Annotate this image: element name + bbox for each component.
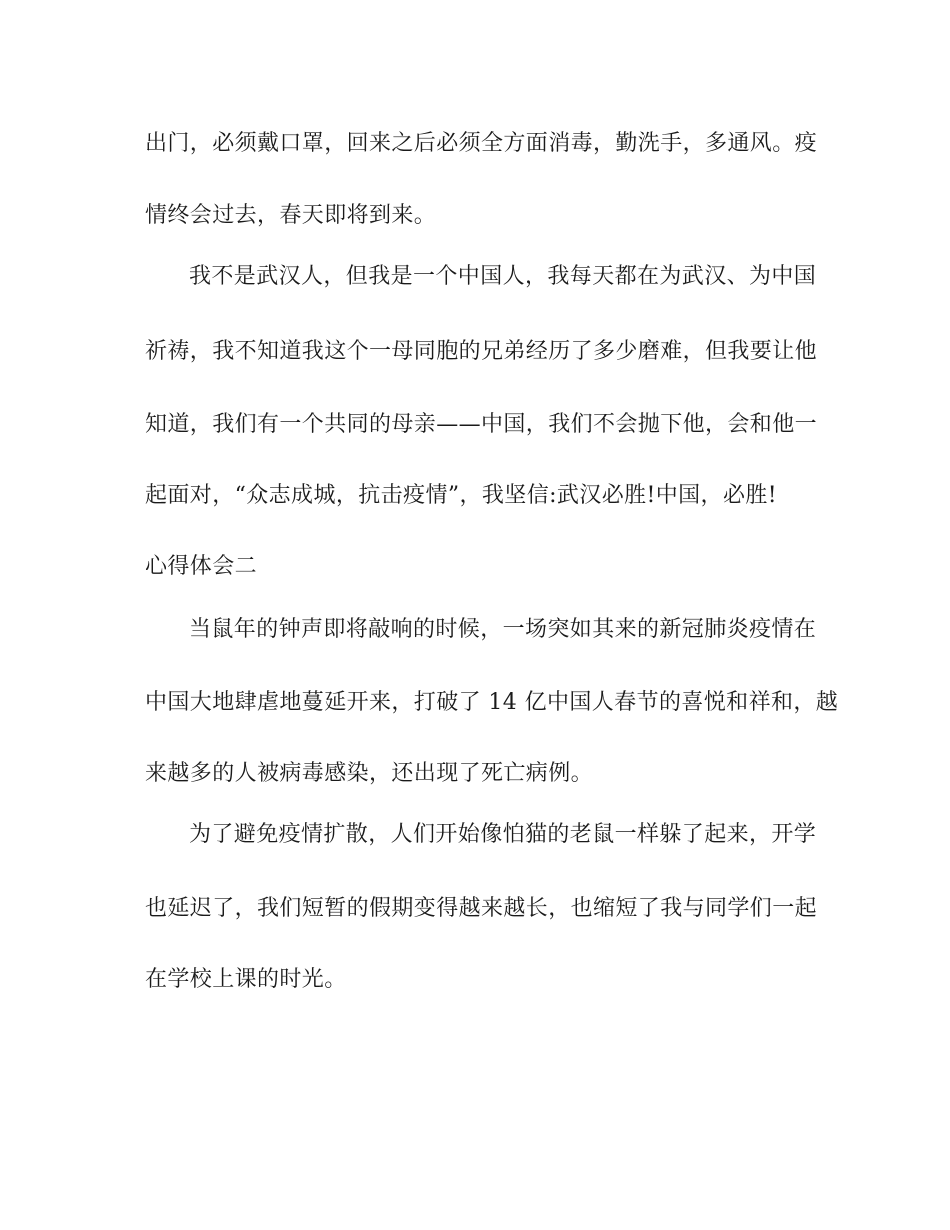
paragraph-4-line-2: 也延迟了，我们短暂的假期变得越来越长，也缩短了我与同学们一起	[145, 896, 818, 921]
section-heading: 心得体会二	[145, 554, 258, 579]
paragraph-3-line-2: 中国大地肆虐地蔓延开来，打破了 14 亿中国人春节的喜悦和祥和，越	[145, 690, 839, 715]
paragraph-4-line-1: 为了避免疫情扩散，人们开始像怕猫的老鼠一样躲了起来，开学	[189, 822, 817, 847]
paragraph-1-line-1: 出门，必须戴口罩，回来之后必须全方面消毒，勤洗手，多通风。疫	[145, 131, 818, 156]
paragraph-4-line-3: 在学校上课的时光。	[145, 967, 347, 992]
paragraph-2-line-2: 祈祷，我不知道我这个一母同胞的兄弟经历了多少磨难，但我要让他	[145, 339, 818, 364]
paragraph-2-line-4: 起面对，“众志成城，抗击疫情”，我坚信:武汉必胜!中国，必胜!	[145, 483, 777, 508]
paragraph-2-line-3: 知道，我们有一个共同的母亲——中国，我们不会抛下他，会和他一	[145, 412, 818, 437]
paragraph-3-line-1: 当鼠年的钟声即将敲响的时候，一场突如其来的新冠肺炎疫情在	[189, 617, 817, 642]
paragraph-3-line-3: 来越多的人被病毒感染，还出现了死亡病例。	[145, 761, 594, 786]
paragraph-2-line-1: 我不是武汉人，但我是一个中国人，我每天都在为武汉、为中国	[189, 264, 817, 289]
paragraph-1-line-2: 情终会过去，春天即将到来。	[145, 203, 437, 228]
